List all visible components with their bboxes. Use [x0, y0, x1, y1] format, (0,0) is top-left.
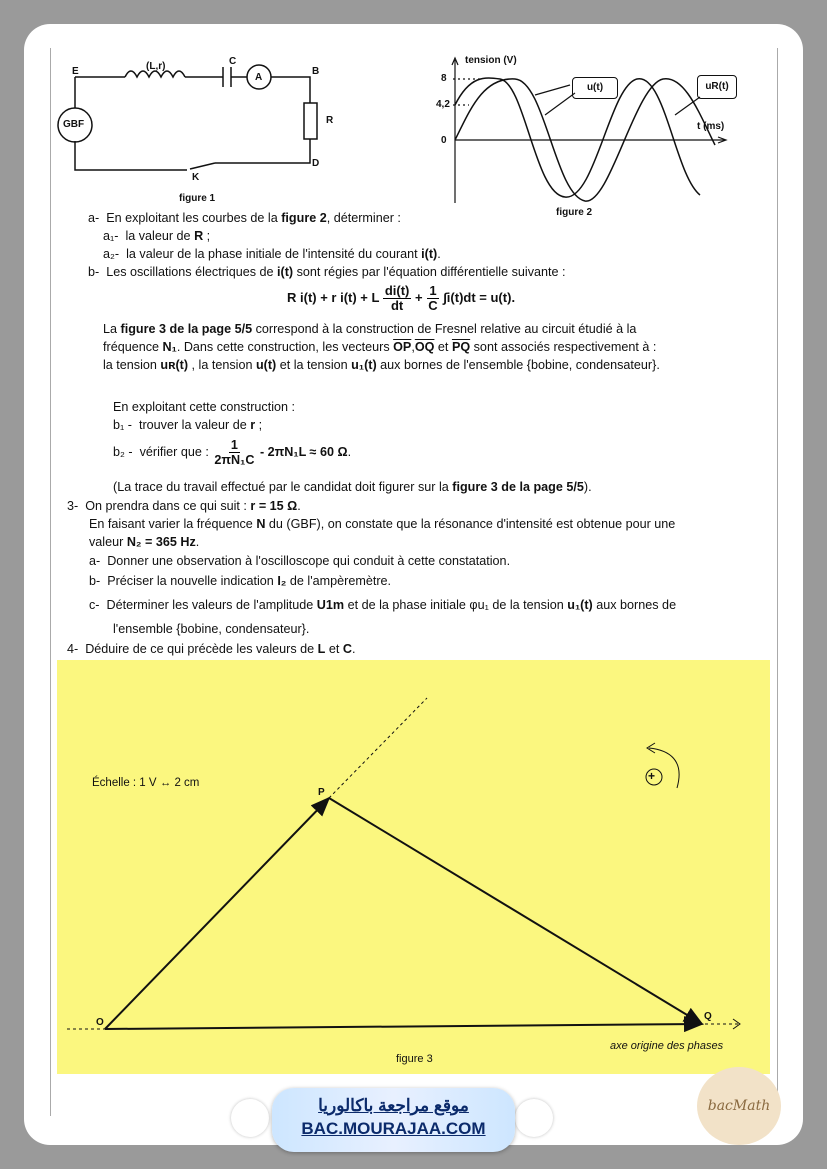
- fig3-label-o: O: [96, 1017, 104, 1028]
- q-b1-line: b₁ - trouver la valeur de r ;: [113, 418, 263, 432]
- fig1-label-e: E: [72, 66, 79, 77]
- fig2-legend-u: u(t): [572, 77, 618, 99]
- fig2-y42: 4,2: [436, 99, 450, 110]
- site-url[interactable]: BAC.MOURAJAA.COM: [301, 1119, 486, 1138]
- fig1-label-r: R: [326, 115, 334, 126]
- rotation-sign: +: [648, 769, 656, 783]
- q-b-line: b- Les oscillations électriques de i(t) sont régies par l'équation différentielle suivante :: [88, 265, 566, 279]
- q-a1-line: a₁- la valeur de R ;: [103, 229, 211, 243]
- left-logo: [231, 1099, 269, 1137]
- figure-1-circuit: [55, 55, 345, 205]
- fig3-label-q: Q: [704, 1011, 712, 1022]
- fig2-caption: figure 2: [556, 207, 593, 218]
- fig1-label-k: K: [192, 172, 200, 183]
- q-b2-line: b₂ - vérifier que : $\frac{1}{\text{2πN₁C}}$ - 2πN₁L ≈ 60 Ω.: [113, 438, 352, 467]
- q3a-line: a- Donner une observation à l'oscilloscope qui conduit à cette constatation.: [89, 554, 511, 568]
- figure-3-fresnel: [57, 660, 770, 1074]
- fig1-label-b: B: [312, 66, 320, 77]
- q3-line2: En faisant varier la fréquence N du (GBF), on constate que la résonance d'intensité est obtenue pour une: [89, 517, 676, 531]
- q-a-line: a- En exploitant les courbes de la figure 2, déterminer :: [88, 211, 401, 225]
- fig2-y8: 8: [441, 73, 447, 84]
- q3c-line2: l'ensemble {bobine, condensateur}.: [113, 622, 310, 636]
- site-name-arabic: موقع مراجعة باكالوريا: [318, 1096, 469, 1115]
- fig3-scale: Échelle : 1 V ↔ 2 cm: [92, 777, 200, 789]
- bacmath-logo: bacMath: [697, 1067, 781, 1145]
- fresnel-para-line1: La figure 3 de la page 5/5 correspond à la construction de Fresnel relative au circuit étudié à la: [103, 322, 637, 336]
- trace-note: (La trace du travail effectué par le candidat doit figurer sur la figure 3 de la page 5/5).: [113, 480, 592, 494]
- fig1-label-lr: (L,r): [146, 61, 166, 72]
- differential-equation: R i(t) + r i(t) + L $\frac{di(t)}{dt}$ + $\frac{1}{C}$ ∫i(t)dt = u(t).: [287, 283, 516, 313]
- fig2-x-title: t (ms): [697, 121, 725, 132]
- q3c-line1: c- Déterminer les valeurs de l'amplitude U1m et de la phase initiale φu₁ de la tension u₁(t) aux bornes de: [89, 598, 677, 612]
- fig1-label-d: D: [312, 158, 320, 169]
- q3-line3: valeur N₂ = 365 Hz.: [89, 535, 200, 549]
- fig1-label-a: A: [255, 72, 263, 83]
- q3-line1: 3- On prendra dans ce qui suit : r = 15 Ω.: [67, 499, 301, 513]
- fig1-label-c: C: [229, 56, 237, 67]
- right-logo: [515, 1099, 553, 1137]
- q3b-line: b- Préciser la nouvelle indication I₂ de l'ampèremètre.: [89, 574, 392, 588]
- construction-intro: En exploitant cette construction :: [113, 400, 296, 414]
- fig2-y0: 0: [441, 135, 447, 146]
- phase-axis-label: axe origine des phases: [610, 1040, 724, 1052]
- fig3-label-p: P: [318, 787, 325, 798]
- fig2-y-title: tension (V): [465, 55, 517, 66]
- fig1-label-gbf: GBF: [63, 119, 85, 130]
- q4-line: 4- Déduire de ce qui précède les valeurs de L et C.: [67, 642, 356, 656]
- q-a2-line: a₂- la valeur de la phase initiale de l'intensité du courant i(t).: [103, 247, 441, 261]
- fresnel-para-line3: la tension uʀ(t) , la tension u(t) et la tension u₁(t) aux bornes de l'ensemble {bobine, condensateur}.: [103, 358, 660, 372]
- site-badge[interactable]: [272, 1088, 515, 1152]
- fig2-legend-ur: uR(t): [697, 75, 737, 99]
- fig3-caption: figure 3: [396, 1053, 433, 1065]
- fig1-caption: figure 1: [179, 193, 216, 204]
- fresnel-para-line2: fréquence N₁. Dans cette construction, les vecteurs $\overline{OP},\overline{OQ}$ et $\overline{PQ}$ sont associés respectivement à :: [103, 340, 657, 354]
